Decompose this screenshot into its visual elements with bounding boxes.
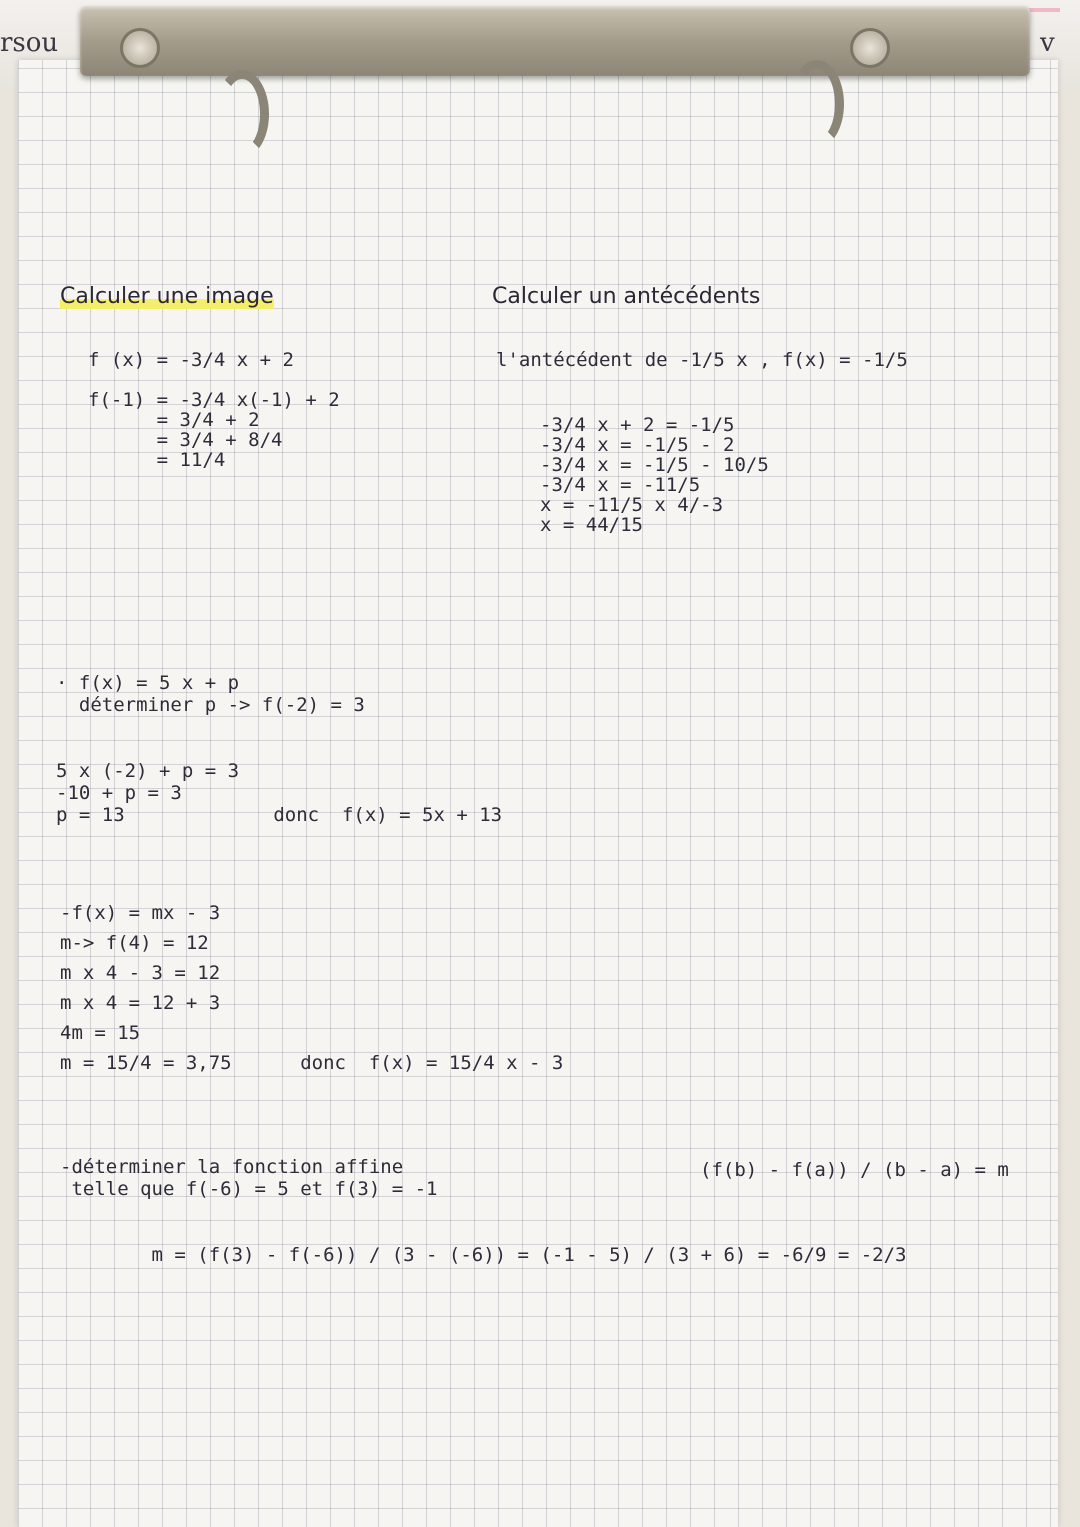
calc-line: x = 44/15 [540,514,643,536]
calc-line: -3/4 x = -1/5 - 10/5 [540,454,769,476]
binder-ring-left [215,70,269,158]
calc-line: déterminer p -> f(-2) = 3 [56,694,365,716]
calc-line: m x 4 = 12 + 3 [60,992,221,1014]
binder-ring-right [790,60,844,148]
antecedent-calculation [540,415,769,535]
calc-line: · f(x) = 5 x + p [56,672,240,694]
rivet-right [850,28,890,68]
calc-line: 5 x (-2) + p = 3 [56,760,240,782]
calc-line: = 3/4 + 2 [88,409,260,431]
heading-image [60,284,274,309]
calc-line: m x 4 - 3 = 12 [60,962,221,984]
slope-formula: (f(b) - f(a)) / (b - a) = m [700,1159,1009,1181]
corner-text-left: rsou [0,28,59,58]
section-determine-m [60,898,563,1078]
calc-line: p = 13 donc f(x) = 5x + 13 [56,804,503,826]
calc-line: -3/4 x = -11/5 [540,474,701,496]
image-calculation [88,350,340,470]
calc-line: = 11/4 [88,449,226,471]
calc-line: 4m = 15 [60,1022,141,1044]
calc-line: m = (f(3) - f(-6)) / (3 - (-6)) = (-1 - 5) / (3 + 6) = -6/9 = -2/3 [60,1244,907,1266]
calc-line: = 3/4 + 8/4 [88,429,283,451]
heading-antecedent [492,284,760,309]
corner-text-right: v [1040,28,1055,58]
calc-line: m-> f(4) = 12 [60,932,209,954]
calc-line: f (x) = -3/4 x + 2 [88,349,294,371]
calc-line: m = 15/4 = 3,75 donc f(x) = 15/4 x - 3 [60,1052,564,1074]
heading-antecedent-text: Calculer un antécédents [492,284,761,309]
calc-line: -déterminer la fonction affine [60,1156,404,1178]
heading-image-text: Calculer une image [60,284,274,309]
calc-line: -3/4 x + 2 = -1/5 [540,414,735,436]
calc-line: f(-1) = -3/4 x(-1) + 2 [88,389,340,411]
calc-line: -3/4 x = -1/5 - 2 [540,434,735,456]
calc-line: telle que f(-6) = 5 et f(3) = -1 [60,1178,438,1200]
section-determine-p [56,672,502,826]
antecedent-subtitle: l'antécédent de -1/5 x , f(x) = -1/5 [496,349,908,371]
calc-line: x = -11/5 x 4/-3 [540,494,724,516]
calc-line: -10 + p = 3 [56,782,182,804]
calc-line: -f(x) = mx - 3 [60,902,221,924]
rivet-left [120,28,160,68]
